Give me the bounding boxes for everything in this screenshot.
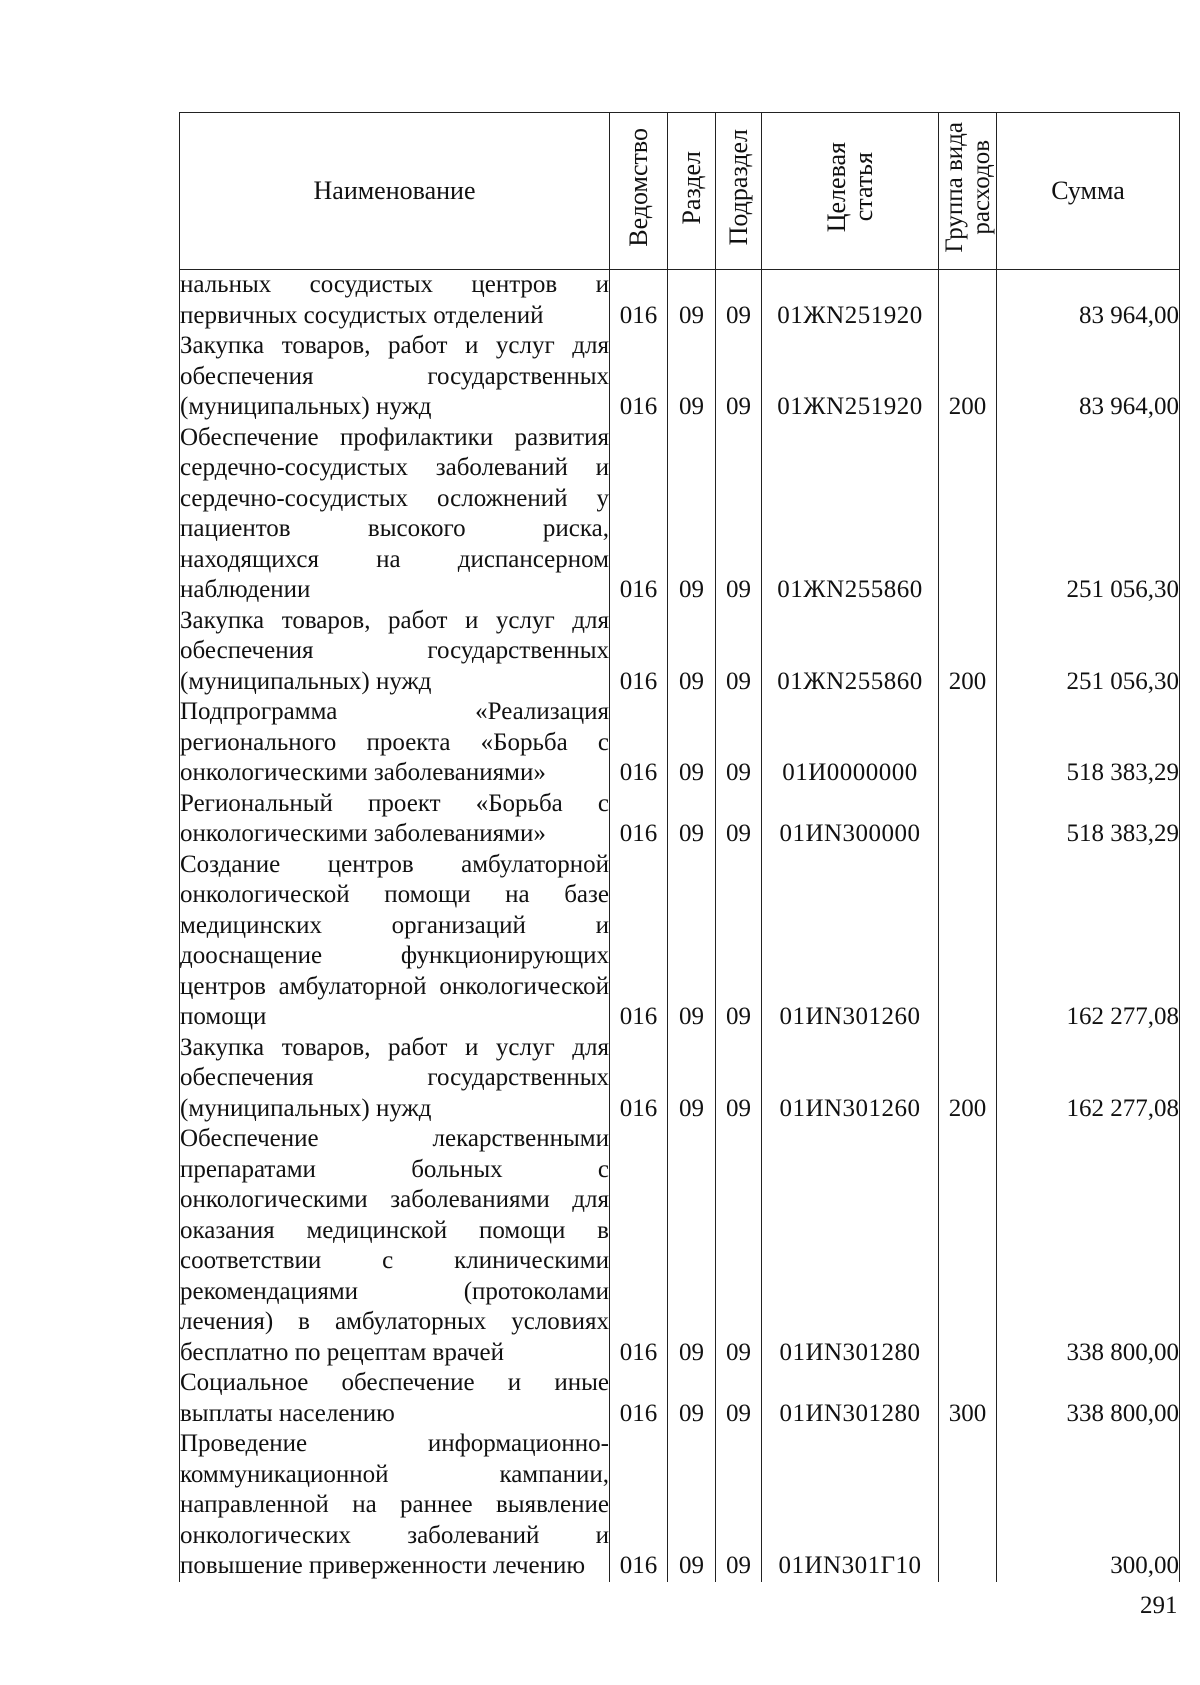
cell-sum: 338 800,00 [997, 1124, 1180, 1368]
table-row [180, 270, 1180, 332]
cell-section: 09 [668, 697, 716, 789]
cell-subsection: 09 [716, 1124, 762, 1368]
cell-target: 01ЖN251920 [762, 270, 939, 332]
header-name: Наименование [180, 113, 610, 270]
cell-group: 200 [939, 331, 997, 423]
cell-subsection: 09 [716, 1429, 762, 1582]
table-row [180, 789, 1180, 850]
cell-group [939, 270, 997, 332]
cell-dept: 016 [610, 1124, 668, 1368]
cell-sum: 83 964,00 [997, 331, 1180, 423]
cell-name: Подпрограмма «Реализация регионального проекта «Борьба с онкологическими заболеваниями» [180, 697, 610, 789]
cell-subsection: 09 [716, 606, 762, 698]
cell-name: Закупка товаров, работ и услуг для обеспечения государственных (муниципальных) нужд [180, 331, 610, 423]
cell-section: 09 [668, 1033, 716, 1125]
cell-group: 300 [939, 1368, 997, 1429]
cell-name: Обеспечение профилактики развития сердечно-сосудистых заболеваний и сердечно-сосудистых осложнений у пациентов высокого риска, находящихся на диспансерном наблюдении [180, 423, 610, 606]
cell-sum: 338 800,00 [997, 1368, 1180, 1429]
cell-group [939, 1124, 997, 1368]
header-section: Раздел [668, 113, 716, 270]
cell-section: 09 [668, 270, 716, 332]
cell-subsection: 09 [716, 423, 762, 606]
cell-sum: 83 964,00 [997, 270, 1180, 332]
cell-subsection: 09 [716, 1368, 762, 1429]
cell-name: Закупка товаров, работ и услуг для обеспечения государственных (муниципальных) нужд [180, 1033, 610, 1125]
cell-group: 200 [939, 606, 997, 698]
page-number: 291 [1140, 1592, 1178, 1619]
cell-section: 09 [668, 1429, 716, 1582]
cell-target: 01ИN301Г10 [762, 1429, 939, 1582]
cell-section: 09 [668, 423, 716, 606]
cell-dept: 016 [610, 850, 668, 1033]
cell-sum: 251 056,30 [997, 606, 1180, 698]
cell-target: 01ЖN255860 [762, 423, 939, 606]
cell-sum: 162 277,08 [997, 1033, 1180, 1125]
table-row [180, 606, 1180, 698]
cell-sum: 162 277,08 [997, 850, 1180, 1033]
cell-name: Проведение информационно-коммуникационной кампании, направленной на раннее выявление онкологических заболеваний и повышение приверженности лечению [180, 1429, 610, 1582]
cell-section: 09 [668, 789, 716, 850]
header-group: Группа вида расходов [939, 113, 997, 270]
cell-section: 09 [668, 1124, 716, 1368]
cell-target: 01ИN300000 [762, 789, 939, 850]
table-row [180, 1033, 1180, 1125]
cell-name: Создание центров амбулаторной онкологической помощи на базе медицинских организаций и дооснащение функционирующих центров амбулаторной онкологической помощи [180, 850, 610, 1033]
cell-group [939, 1429, 997, 1582]
cell-group: 200 [939, 1033, 997, 1125]
cell-group [939, 789, 997, 850]
cell-subsection: 09 [716, 1033, 762, 1125]
cell-subsection: 09 [716, 789, 762, 850]
cell-target: 01ЖN255860 [762, 606, 939, 698]
cell-dept: 016 [610, 1429, 668, 1582]
cell-target: 01ИN301260 [762, 1033, 939, 1125]
cell-target: 01ИN301280 [762, 1124, 939, 1368]
cell-subsection: 09 [716, 331, 762, 423]
cell-target: 01И0000000 [762, 697, 939, 789]
cell-name: Социальное обеспечение и иные выплаты населению [180, 1368, 610, 1429]
cell-name: нальных сосудистых центров и первичных сосудистых отделений [180, 270, 610, 332]
cell-dept: 016 [610, 270, 668, 332]
cell-subsection: 09 [716, 697, 762, 789]
cell-group [939, 423, 997, 606]
table-row [180, 1368, 1180, 1429]
table-header-row [180, 113, 1180, 270]
budget-table [179, 112, 1180, 1582]
table-row [180, 1124, 1180, 1368]
cell-sum: 518 383,29 [997, 697, 1180, 789]
table-row [180, 1429, 1180, 1582]
cell-name: Региональный проект «Борьба с онкологическими заболеваниями» [180, 789, 610, 850]
cell-target: 01ИN301280 [762, 1368, 939, 1429]
cell-sum: 300,00 [997, 1429, 1180, 1582]
cell-subsection: 09 [716, 850, 762, 1033]
cell-section: 09 [668, 850, 716, 1033]
header-subsection: Подраздел [716, 113, 762, 270]
header-sum: Сумма [997, 113, 1180, 270]
cell-group [939, 850, 997, 1033]
cell-subsection: 09 [716, 270, 762, 332]
cell-section: 09 [668, 331, 716, 423]
cell-name: Закупка товаров, работ и услуг для обеспечения государственных (муниципальных) нужд [180, 606, 610, 698]
cell-dept: 016 [610, 1368, 668, 1429]
cell-dept: 016 [610, 697, 668, 789]
table-row [180, 331, 1180, 423]
cell-sum: 518 383,29 [997, 789, 1180, 850]
cell-dept: 016 [610, 606, 668, 698]
header-dept: Ведомство [610, 113, 668, 270]
cell-name: Обеспечение лекарственными препаратами больных с онкологическими заболеваниями для оказания медицинской помощи в соответствии с клиническими рекомендациями (протоколами лечения) в амбулаторных условиях бесплатно по рецептам врачей [180, 1124, 610, 1368]
cell-dept: 016 [610, 1033, 668, 1125]
cell-target: 01ИN301260 [762, 850, 939, 1033]
table-row [180, 850, 1180, 1033]
header-target: Целевая статья [762, 113, 939, 270]
table-row [180, 697, 1180, 789]
cell-dept: 016 [610, 331, 668, 423]
cell-group [939, 697, 997, 789]
cell-section: 09 [668, 606, 716, 698]
cell-dept: 016 [610, 423, 668, 606]
cell-target: 01ЖN251920 [762, 331, 939, 423]
cell-dept: 016 [610, 789, 668, 850]
cell-sum: 251 056,30 [997, 423, 1180, 606]
table-row [180, 423, 1180, 606]
cell-section: 09 [668, 1368, 716, 1429]
